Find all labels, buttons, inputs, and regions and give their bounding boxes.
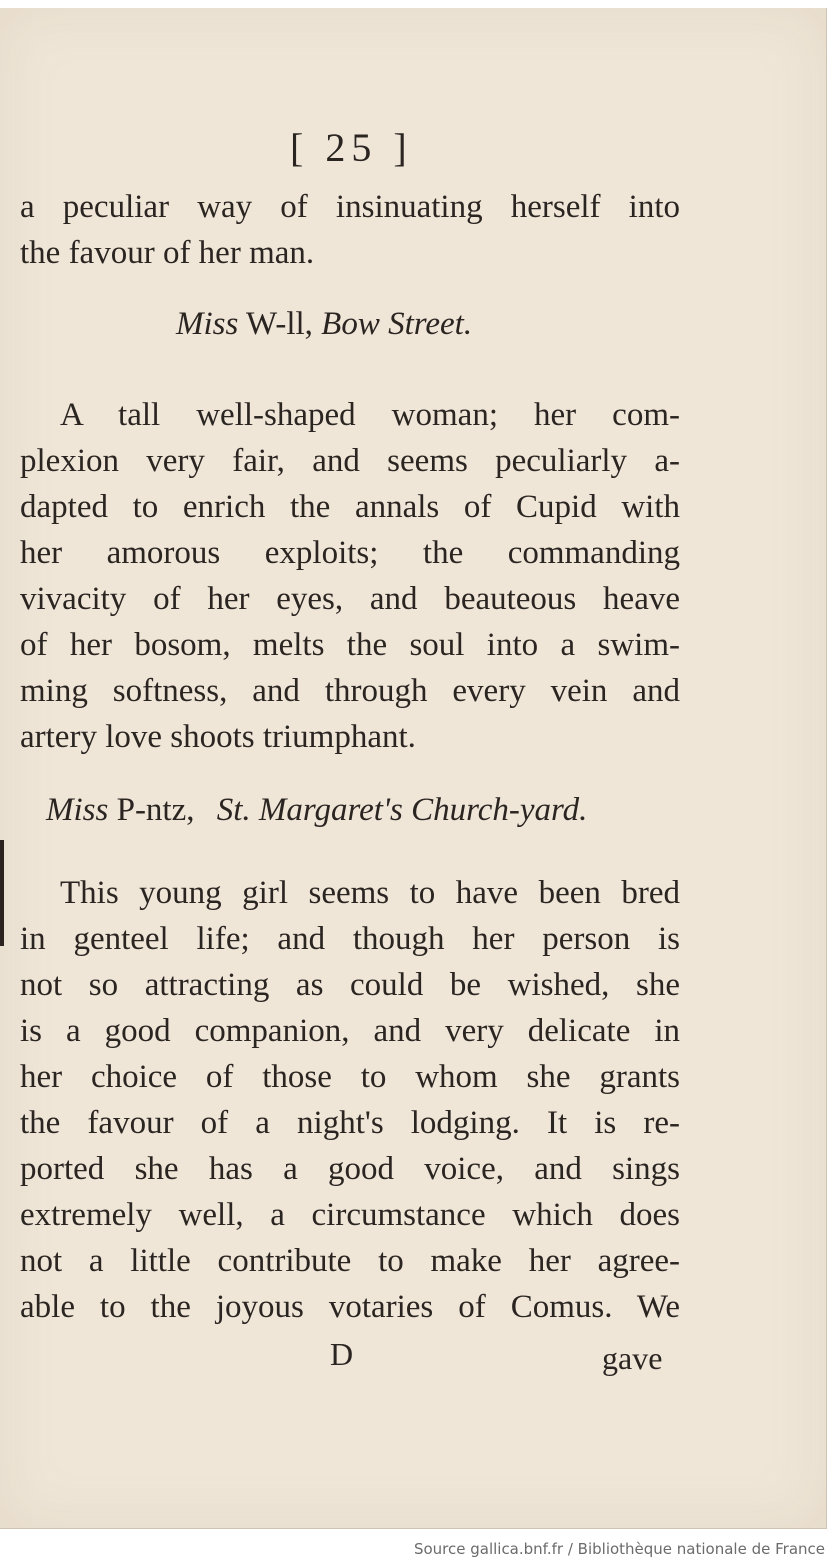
signature-mark: D [330,1336,354,1372]
entry-heading-miss-pntz [46,792,587,829]
source-attribution: Source gallica.bnf.fr / Bibliothèque nationale de France [413,1540,825,1558]
text-line: This young girl seems to have been bred [60,875,680,911]
margin-rule [0,840,4,946]
text-line: a peculiar way of insinuating herself into [20,189,680,225]
text-block-miss-pntz [20,870,680,1330]
text-line: in genteel life; and though her person is [20,921,680,957]
text-line: is a good companion, and very delicate in [20,1013,680,1049]
catchword: gave [602,1340,663,1376]
text-line: extremely well, a circumstance which does [20,1197,680,1233]
text-line: ported she has a good voice, and sings [20,1151,680,1187]
page-number: [ 25 ] [290,125,413,170]
text-line: the favour of a night's lodging. It is re- [20,1105,680,1141]
heading-person: W-ll, [246,306,313,342]
text-line: dapted to enrich the annals of Cupid with [20,489,680,525]
text-line: artery love shoots triumphant. [20,719,416,755]
heading-title: Miss [46,792,109,828]
text-line: her amorous exploits; the commanding [20,535,680,571]
text-line: ming softness, and through every vein and [20,673,680,709]
text-block-continuation [20,184,680,276]
text-block-miss-wll [20,392,680,760]
heading-person: P-ntz, [116,792,195,828]
heading-title: Miss [176,306,239,342]
text-line: A tall well-shaped woman; her com- [60,397,680,433]
text-line: the favour of her man. [20,235,315,271]
text-line: vivacity of her eyes, and beauteous heave [20,581,680,617]
text-line: plexion very fair, and seems peculiarly a- [20,443,680,479]
text-line: able to the joyous votaries of Comus. We [20,1289,680,1325]
heading-place: Bow Street. [321,306,473,342]
heading-place: St. Margaret's Church-yard. [216,792,588,828]
text-line: of her bosom, melts the soul into a swim- [20,627,680,663]
text-line: not a little contribute to make her agree- [20,1243,680,1279]
text-line: not so attracting as could be wished, she [20,967,680,1003]
entry-heading-miss-wll [176,306,472,343]
text-line: her choice of those to whom she grants [20,1059,680,1095]
book-page [0,8,827,1529]
